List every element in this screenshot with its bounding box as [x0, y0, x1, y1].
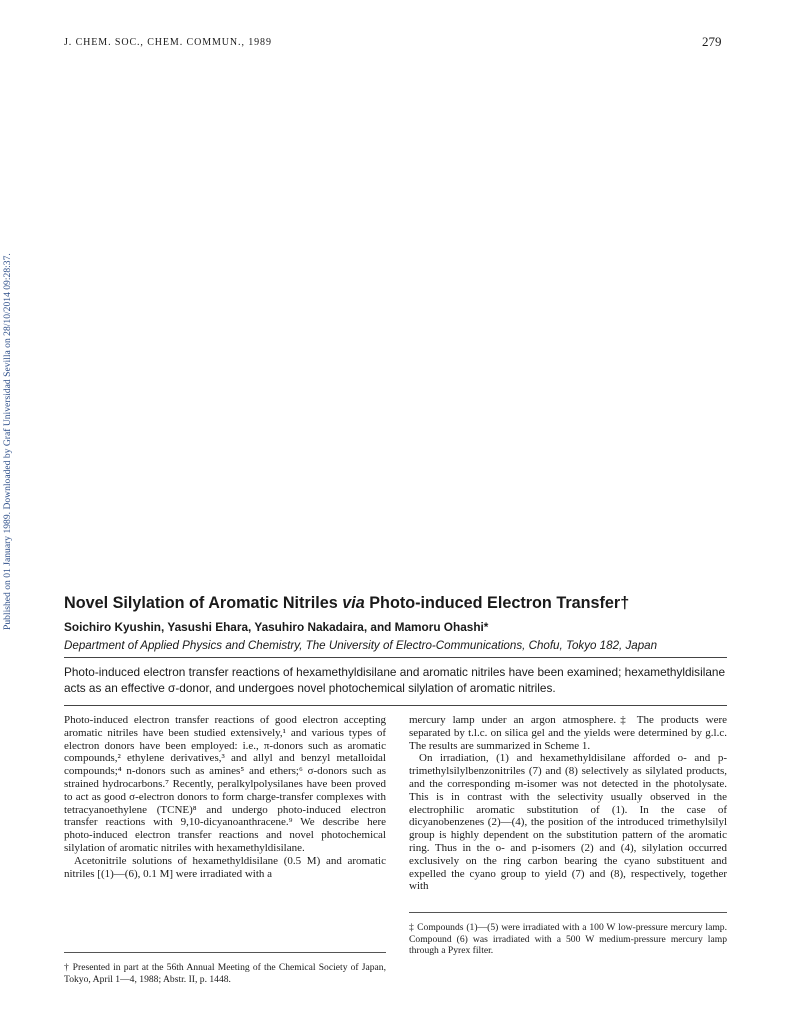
article-abstract: Photo-induced electron transfer reactions of hexamethyldisilane and aromatic nitriles have been examined; hexamethyldisilane acts as an effective σ-donor, and undergoes novel photochemical silylation of aromatic nitriles.	[64, 665, 726, 695]
footnote-dagger: † Presented in part at the 56th Annual Meeting of the Chemical Society of Japan, Tokyo, April 1—4, 1988; Abstr. II, p. 1448.	[64, 962, 386, 985]
download-stamp-link[interactable]: Published on 01 January 1989. Downloaded by Graf Universidad Sevilla on 28/10/2014 09:28:37.	[2, 253, 13, 630]
title-text-via: via	[342, 594, 365, 612]
page-number: 279	[702, 34, 722, 49]
article-title	[64, 594, 629, 613]
body-paragraph: On irradiation, (1) and hexamethyldisilane afforded o- and p-trimethylsilylbenzonitriles (7) and (8) selectively as silylated products, and the corresponding m-isomer was not detected in the photolysate. This is in contrast with the selectivity usually observed in the electrophilic aromatic substitution of (1). In the case of dicyanobenzenes (2)—(4), the position of the introduced trimethylsilyl group is highly dependent on the substitution pattern of the aromatic ring. Thus in the o- and p-isomers (2) and (4), silylation occurred exclusively on the ring carbon bearing the cyano substituent and expelled the cyano group to yield (7) and (8), respectively, together with	[409, 752, 727, 893]
title-text-start: Novel Silylation of Aromatic Nitriles	[64, 594, 343, 612]
body-column-right	[409, 714, 727, 893]
abstract-top-rule	[64, 657, 727, 658]
body-paragraph: mercury lamp under an argon atmosphere.‡ The products were separated by t.l.c. on silica gel and the yields were determined by g.l.c. The results are summarized in Scheme 1.	[409, 714, 727, 752]
body-paragraph: Acetonitrile solutions of hexamethyldisilane (0.5 M) and aromatic nitriles [(1)—(6), 0.1 M] were irradiated with a	[64, 854, 386, 880]
running-head: J. CHEM. SOC., CHEM. COMMUN., 1989	[64, 37, 272, 48]
title-text-end: Photo-induced Electron Transfer†	[364, 594, 630, 612]
footnote-double-dagger: ‡ Compounds (1)—(5) were irradiated with a 100 W low-pressure mercury lamp. Compound (6) was irradiated with a 500 W medium-pressure mercury lamp through a Pyrex filter.	[409, 922, 727, 957]
footnote-rule-right	[409, 912, 727, 913]
article-authors: Soichiro Kyushin, Yasushi Ehara, Yasuhiro Nakadaira, and Mamoru Ohashi*	[64, 620, 489, 634]
body-column-left	[64, 714, 386, 880]
abstract-bottom-rule	[64, 705, 727, 706]
footnote-rule-left	[64, 952, 386, 953]
article-affiliation: Department of Applied Physics and Chemistry, The University of Electro-Communications, Chofu, Tokyo 182, Japan	[64, 639, 658, 652]
body-paragraph: Photo-induced electron transfer reactions of good electron accepting aromatic nitriles have been studied extensively,¹ and various types of electron donors have been employed: i.e., π-donors such as aromatic compounds,² ethylene derivatives,³ and allyl and benzyl metalloidal compounds;⁴ n-donors such as amines⁵ and ethers;⁶ σ-donors such as strained hydrocarbons.⁷ Recently, peralkylpolysilanes have been proved to act as good σ-electron donors to form charge-transfer complexes with tetracyanoethylene (TCNE)⁸ and undergo photo-induced electron transfer reactions with 9,10-dicyanoanthracene.⁹ We describe here photo-induced electron transfer reactions and novel photochemical silylation of aromatic nitriles with hexamethyldisilane.	[64, 714, 386, 854]
